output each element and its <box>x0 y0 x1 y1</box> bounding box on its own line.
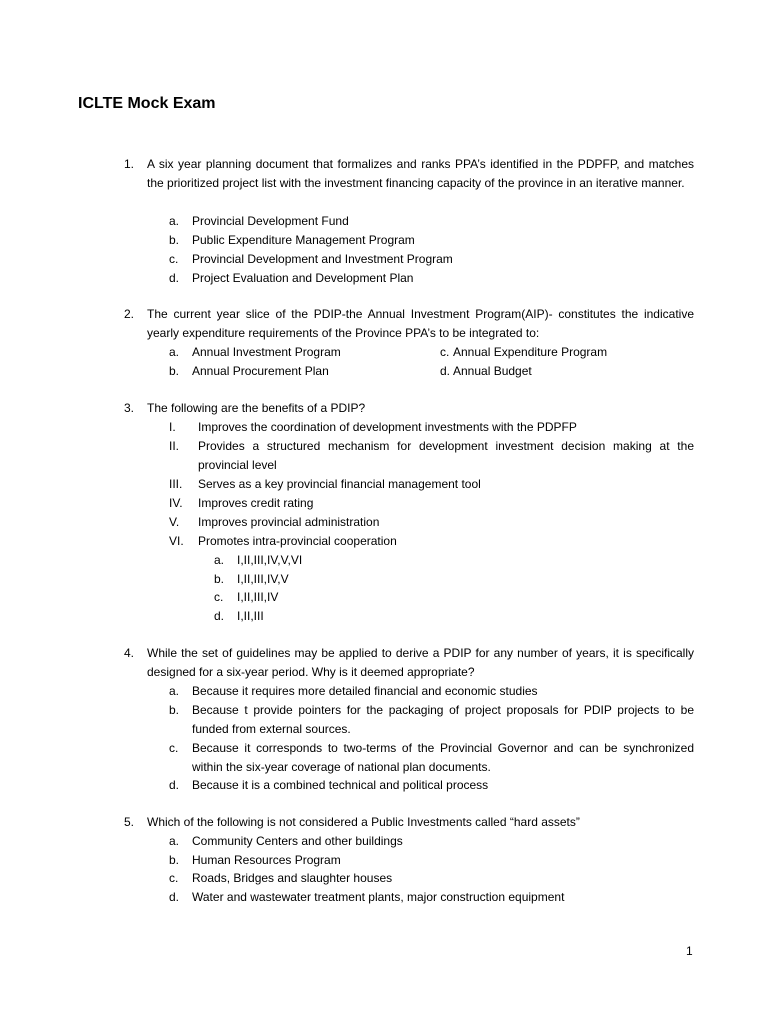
option-label: c. <box>169 741 179 755</box>
option-label: a. <box>169 834 180 848</box>
option-text: Annual Expenditure Program <box>453 345 608 359</box>
question-number: 4. <box>124 646 135 660</box>
option-text: I,II,III,IV,V,VI <box>237 553 303 567</box>
option-label: b. <box>214 572 225 586</box>
option-label: d. <box>169 778 180 792</box>
question-text: The current year slice of the PDIP-the Annual Investment Program(AIP)- constitutes the indicative yearly expenditure requirements of the Province PPA’s to be integrated to: <box>147 307 694 340</box>
item-label: II. <box>169 439 180 453</box>
option-label: d. <box>169 890 180 904</box>
option-label: c. <box>440 345 450 359</box>
option-text: Project Evaluation and Development Plan <box>192 271 414 285</box>
option-label: b. <box>169 853 180 867</box>
item-label: III. <box>169 477 183 491</box>
option-label: d. <box>214 609 225 623</box>
item-label: IV. <box>169 496 183 510</box>
option-text: Water and wastewater treatment plants, major construction equipment <box>192 890 565 904</box>
option-label: c. <box>214 590 224 604</box>
item-text: Promotes intra-provincial cooperation <box>198 534 397 548</box>
option-text: Human Resources Program <box>192 853 341 867</box>
option-text: Provincial Development Fund <box>192 214 349 228</box>
question-number: 2. <box>124 307 135 321</box>
question-text: Which of the following is not considered a Public Investments called “hard assets” <box>147 815 580 829</box>
option-text: I,II,III,IV <box>237 590 279 604</box>
item-label: I. <box>169 420 176 434</box>
option-label: b. <box>169 233 180 247</box>
option-label: a. <box>169 345 180 359</box>
item-text: Serves as a key provincial financial management tool <box>198 477 481 491</box>
option-label: a. <box>169 214 180 228</box>
option-label: c. <box>169 252 179 266</box>
item-label: V. <box>169 515 180 529</box>
option-text: Community Centers and other buildings <box>192 834 403 848</box>
question-number: 3. <box>124 401 135 415</box>
option-text: Annual Budget <box>453 364 532 378</box>
item-text: Improves the coordination of development investments with the PDPFP <box>198 420 577 434</box>
option-label: c. <box>169 871 179 885</box>
item-label: VI. <box>169 534 184 548</box>
page-title: ICLTE Mock Exam <box>78 95 216 112</box>
option-text: I,II,III,IV,V <box>237 572 289 586</box>
option-label: b. <box>169 703 180 717</box>
option-text: Provincial Development and Investment Program <box>192 252 453 266</box>
option-text: Because it requires more detailed financial and economic studies <box>192 684 538 698</box>
option-label: a. <box>214 553 225 567</box>
option-text: Because t provide pointers for the packaging of project proposals for PDIP projects to be funded from external sources. <box>192 703 694 736</box>
item-text: Improves provincial administration <box>198 515 380 529</box>
question-text: While the set of guidelines may be applied to derive a PDIP for any number of years, it is specifically designed for a six-year period. Why is it deemed appropriate? <box>147 646 694 679</box>
option-label: d. <box>440 364 451 378</box>
question-number: 1. <box>124 157 135 171</box>
option-text: Annual Investment Program <box>192 345 341 359</box>
question-text: A six year planning document that formalizes and ranks PPA’s identified in the PDPFP, and matches the prioritized project list with the investment financing capacity of the province in an iterative manner. <box>147 157 694 190</box>
option-text: Roads, Bridges and slaughter houses <box>192 871 393 885</box>
option-text: Public Expenditure Management Program <box>192 233 415 247</box>
item-text: Provides a structured mechanism for development investment decision making at the provincial level <box>198 439 694 472</box>
item-text: Improves credit rating <box>198 496 314 510</box>
option-label: b. <box>169 364 180 378</box>
option-text: I,II,III <box>237 609 264 623</box>
option-text: Because it is a combined technical and political process <box>192 778 489 792</box>
page-number: 1 <box>686 944 693 958</box>
question-text: The following are the benefits of a PDIP? <box>147 401 366 415</box>
question-number: 5. <box>124 815 135 829</box>
option-label: a. <box>169 684 180 698</box>
option-text: Because it corresponds to two-terms of the Provincial Governor and can be synchronized within the six-year coverage of national plan documents. <box>192 741 694 774</box>
option-text: Annual Procurement Plan <box>192 364 329 378</box>
option-label: d. <box>169 271 180 285</box>
